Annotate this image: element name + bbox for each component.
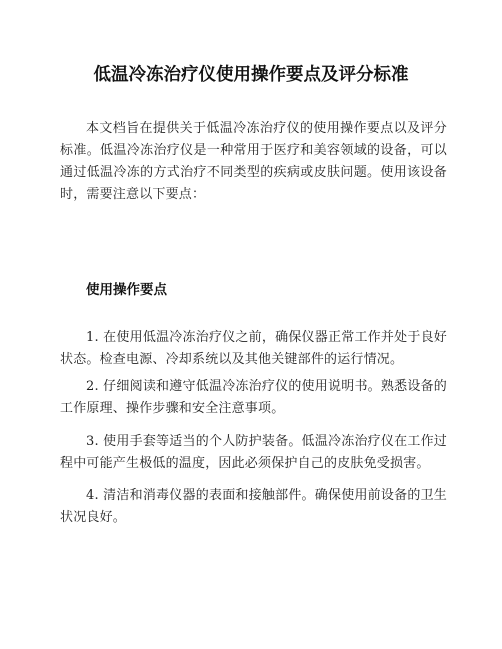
- list-item: 4. 清洁和消毒仪器的表面和接触部件。确保使用前设备的卫生状况良好。: [60, 488, 447, 525]
- section-heading: 使用操作要点: [86, 282, 167, 298]
- list-item: 1. 在使用低温冷冻治疗仪之前，确保仪器正常工作并处于良好状态。检查电源、冷却系统以及其他关键部件的运行情况。: [60, 330, 447, 367]
- list-item: 3. 使用手套等适当的个人防护装备。低温冷冻治疗仪在工作过程中可能产生极低的温度，因此必须保护自己的皮肤免受损害。: [60, 434, 447, 471]
- list-item: 2. 仔细阅读和遵守低温冷冻治疗仪的使用说明书。熟悉设备的工作原理、操作步骤和安全注意事项。: [60, 379, 447, 416]
- intro-paragraph: 本文档旨在提供关于低温冷冻治疗仪的使用操作要点以及评分标准。低温冷冻治疗仪是一种常用于医疗和美容领域的设备，可以通过低温冷冻的方式治疗不同类型的疾病或皮肤问题。使用该设备时，需要注意以下要点：: [60, 121, 447, 202]
- document-title: 低温冷冻治疗仪使用操作要点及评分标准: [93, 65, 409, 85]
